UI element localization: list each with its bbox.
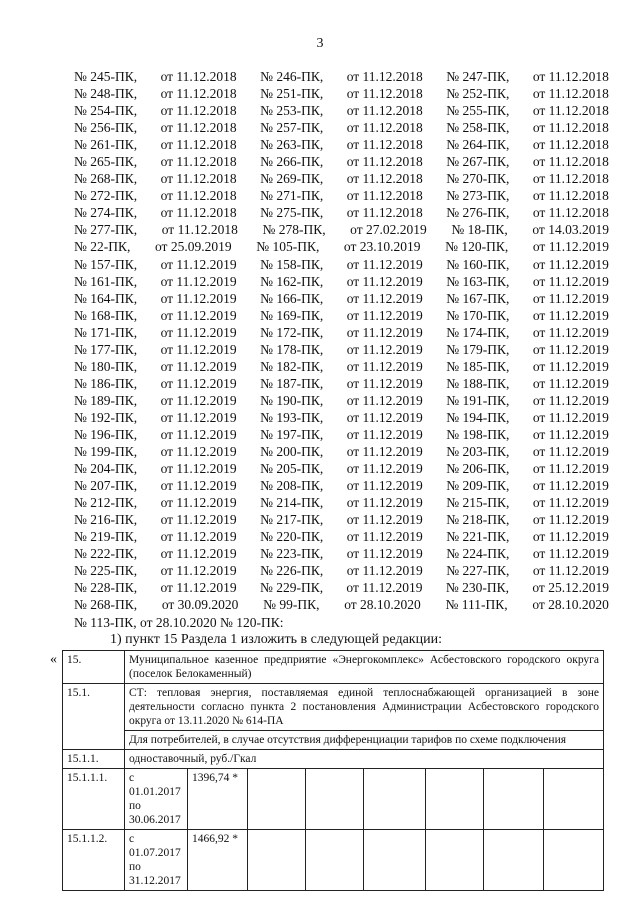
empty-cell xyxy=(426,769,484,830)
empty-cell xyxy=(484,830,544,891)
resolution-date: от 11.12.2018 xyxy=(346,120,423,136)
resolution-number: № 194-ПК, xyxy=(446,409,510,425)
resolution-date: от 11.12.2019 xyxy=(346,307,423,323)
resolution-date: от 11.12.2019 xyxy=(160,409,237,425)
resolution-row xyxy=(74,460,609,477)
resolution-row xyxy=(74,341,609,358)
resolution-number: № 274-ПК, xyxy=(74,205,138,221)
resolution-number: № 257-ПК, xyxy=(260,120,324,136)
resolution-number: № 200-ПК, xyxy=(260,444,324,460)
resolution-number: № 208-ПК, xyxy=(260,478,324,494)
resolution-date: от 11.12.2018 xyxy=(532,171,609,187)
resolution-date: от 11.12.2019 xyxy=(346,426,423,442)
resolution-number: № 255-ПК, xyxy=(446,103,510,119)
resolution-number: № 167-ПК, xyxy=(446,290,510,306)
resolution-date: от 11.12.2019 xyxy=(160,290,237,306)
resolution-number: № 271-ПК, xyxy=(260,188,324,204)
row-number: 15.1.1.1. xyxy=(63,769,125,830)
resolution-number: № 209-ПК, xyxy=(446,478,510,494)
amendment-item-intro: 1) пункт 15 Раздела 1 изложить в следующей редакции: xyxy=(110,632,442,647)
resolution-date: от 11.12.2019 xyxy=(346,444,423,460)
resolution-row xyxy=(74,170,609,187)
tariff-row-15 xyxy=(63,651,604,684)
resolution-date: от 11.12.2019 xyxy=(346,324,423,340)
resolution-number: № 166-ПК, xyxy=(260,290,324,306)
period-cell: с 01.01.2017 по 30.06.2017 xyxy=(125,769,188,830)
resolution-row xyxy=(74,119,609,136)
resolution-number: № 192-ПК, xyxy=(74,409,138,425)
resolution-number: № 182-ПК, xyxy=(260,358,324,374)
resolution-number: № 197-ПК, xyxy=(260,426,324,442)
resolution-date: от 11.12.2019 xyxy=(532,375,609,391)
empty-cell xyxy=(426,830,484,891)
resolution-date: от 11.12.2018 xyxy=(532,120,609,136)
resolution-number: № 18-ПК, xyxy=(451,222,508,238)
resolution-number: № 170-ПК, xyxy=(446,307,510,323)
resolution-date: от 11.12.2019 xyxy=(346,256,423,272)
resolution-date: от 11.12.2018 xyxy=(160,205,237,221)
resolution-number: № 205-ПК, xyxy=(260,461,324,477)
resolution-number: № 267-ПК, xyxy=(446,154,510,170)
resolution-date: от 11.12.2019 xyxy=(160,307,237,323)
resolution-number: № 212-ПК, xyxy=(74,495,138,511)
resolution-number: № 225-ПК, xyxy=(74,563,138,579)
resolution-row xyxy=(74,477,609,494)
resolution-number: № 161-ПК, xyxy=(74,273,138,289)
value-cell: 1396,74 * xyxy=(188,769,248,830)
resolution-row xyxy=(74,358,609,375)
resolution-number: № 220-ПК, xyxy=(260,529,324,545)
resolution-row xyxy=(74,375,609,392)
resolution-number: № 273-ПК, xyxy=(446,188,510,204)
resolution-date: от 11.12.2019 xyxy=(160,580,237,596)
resolution-number: № 251-ПК, xyxy=(260,86,324,102)
resolution-number: № 160-ПК, xyxy=(446,256,510,272)
resolution-number: № 204-ПК, xyxy=(74,461,138,477)
empty-cell xyxy=(306,769,364,830)
resolution-row xyxy=(74,562,609,579)
resolution-number: № 215-ПК, xyxy=(446,495,510,511)
resolution-date: от 11.12.2019 xyxy=(160,546,237,562)
resolution-date: от 11.12.2018 xyxy=(532,86,609,102)
resolution-number: № 185-ПК, xyxy=(446,358,510,374)
resolution-number: № 190-ПК, xyxy=(260,392,324,408)
resolution-date: от 11.12.2019 xyxy=(532,478,609,494)
resolution-number: № 22-ПК, xyxy=(74,239,131,255)
resolution-number: № 191-ПК, xyxy=(446,392,510,408)
resolution-row xyxy=(74,68,609,85)
resolution-number: № 177-ПК, xyxy=(74,341,138,357)
resolution-date: от 11.12.2019 xyxy=(160,341,237,357)
resolution-number: № 218-ПК, xyxy=(446,512,510,528)
tariff-table xyxy=(62,650,604,891)
resolution-date: от 11.12.2019 xyxy=(160,444,237,460)
resolution-number: № 228-ПК, xyxy=(74,580,138,596)
resolution-date: от 27.02.2019 xyxy=(350,222,427,238)
resolution-number: № 120-ПК, xyxy=(445,239,509,255)
resolution-date: от 11.12.2019 xyxy=(160,478,237,494)
row-text: СТ: тепловая энергия, поставляемая единой теплоснабжающей организацией в зоне деятельности согласно пункта 2 постановления Администрации Асбестовского городского округа от 13.11.2020 № 614-ПА xyxy=(125,684,604,731)
resolution-date: от 11.12.2019 xyxy=(532,273,609,289)
resolution-number: № 180-ПК, xyxy=(74,358,138,374)
resolution-number: № 105-ПК, xyxy=(256,239,320,255)
resolution-row xyxy=(74,579,609,596)
period-cell: с 01.07.2017 по 31.12.2017 xyxy=(125,830,188,891)
resolution-date: от 11.12.2018 xyxy=(160,188,237,204)
resolution-date: от 25.12.2019 xyxy=(532,580,609,596)
resolution-date: от 11.12.2019 xyxy=(532,392,609,408)
resolution-date: от 11.12.2019 xyxy=(532,461,609,477)
resolution-date: от 11.12.2019 xyxy=(532,239,609,255)
resolution-date: от 11.12.2018 xyxy=(532,154,609,170)
resolution-date: от 11.12.2019 xyxy=(532,495,609,511)
resolution-date: от 11.12.2019 xyxy=(160,426,237,442)
resolution-number: № 265-ПК, xyxy=(74,154,138,170)
resolution-number: № 216-ПК, xyxy=(74,512,138,528)
resolution-date: от 11.12.2018 xyxy=(161,222,238,238)
resolution-date: от 11.12.2019 xyxy=(160,461,237,477)
resolution-number: № 174-ПК, xyxy=(446,324,510,340)
resolution-date: от 11.12.2019 xyxy=(160,358,237,374)
resolution-date: от 11.12.2018 xyxy=(346,154,423,170)
resolution-number: № 252-ПК, xyxy=(446,86,510,102)
resolution-number: № 206-ПК, xyxy=(446,461,510,477)
resolution-date: от 11.12.2019 xyxy=(346,358,423,374)
empty-cell xyxy=(248,769,306,830)
resolution-number: № 198-ПК, xyxy=(446,426,510,442)
resolution-number: № 258-ПК, xyxy=(446,120,510,136)
resolution-date: от 11.12.2019 xyxy=(160,375,237,391)
resolution-row xyxy=(74,102,609,119)
resolution-date: от 11.12.2019 xyxy=(160,529,237,545)
resolution-row xyxy=(74,85,609,102)
resolution-date: от 11.12.2018 xyxy=(160,137,237,153)
resolution-number: № 164-ПК, xyxy=(74,290,138,306)
resolution-date: от 11.12.2019 xyxy=(346,529,423,545)
resolution-number: № 162-ПК, xyxy=(260,273,324,289)
resolution-number: № 199-ПК, xyxy=(74,444,138,460)
resolution-number: № 99-ПК, xyxy=(263,597,320,613)
resolution-number: № 245-ПК, xyxy=(74,69,138,84)
resolution-row xyxy=(74,392,609,409)
resolution-number: № 111-ПК, xyxy=(445,597,508,613)
resolution-date: от 11.12.2018 xyxy=(160,120,237,136)
resolution-date: от 11.12.2019 xyxy=(532,563,609,579)
row-number: 15.1.1.2. xyxy=(63,830,125,891)
resolution-number: № 256-ПК, xyxy=(74,120,138,136)
resolution-date: от 11.12.2019 xyxy=(346,375,423,391)
resolution-row xyxy=(74,324,609,341)
resolution-date: от 11.12.2019 xyxy=(532,546,609,562)
resolution-row xyxy=(74,238,609,255)
resolution-number: № 172-ПК, xyxy=(260,324,324,340)
row-text: одноставочный, руб./Гкал xyxy=(125,750,604,769)
tariff-row-15-1-1 xyxy=(63,750,604,769)
resolution-row xyxy=(74,596,609,613)
resolution-date: от 11.12.2018 xyxy=(346,69,423,84)
resolution-date: от 11.12.2019 xyxy=(532,290,609,306)
resolution-number: № 189-ПК, xyxy=(74,392,138,408)
resolution-number: № 247-ПК, xyxy=(446,69,510,84)
tariff-row-15-1-1-2 xyxy=(63,830,604,891)
resolution-number: № 171-ПК, xyxy=(74,324,138,340)
resolution-number: № 224-ПК, xyxy=(446,546,510,562)
resolution-number: № 179-ПК, xyxy=(446,341,510,357)
tariff-row-15-1-consumers xyxy=(63,731,604,750)
resolution-number: № 226-ПК, xyxy=(260,563,324,579)
resolution-number: № 188-ПК, xyxy=(446,375,510,391)
resolution-number: № 268-ПК, xyxy=(74,597,138,613)
resolution-row xyxy=(74,443,609,460)
resolution-list-tail: № 113-ПК, от 28.10.2020 № 120-ПК: xyxy=(74,614,284,630)
resolution-number: № 248-ПК, xyxy=(74,86,138,102)
resolution-date: от 11.12.2019 xyxy=(160,324,237,340)
resolution-number: № 261-ПК, xyxy=(74,137,138,153)
resolution-number: № 277-ПК, xyxy=(74,222,138,238)
resolution-number: № 193-ПК, xyxy=(260,409,324,425)
resolution-date: от 11.12.2018 xyxy=(532,205,609,221)
resolution-date: от 11.12.2019 xyxy=(160,563,237,579)
empty-cell xyxy=(484,769,544,830)
resolution-number: № 275-ПК, xyxy=(260,205,324,221)
empty-cell xyxy=(306,830,364,891)
resolution-date: от 11.12.2019 xyxy=(346,341,423,357)
resolution-number: № 266-ПК, xyxy=(260,154,324,170)
resolution-date: от 14.03.2019 xyxy=(532,222,609,238)
resolution-number: № 272-ПК, xyxy=(74,188,138,204)
resolution-row xyxy=(74,153,609,170)
resolution-row xyxy=(74,426,609,443)
value-cell: 1466,92 * xyxy=(188,830,248,891)
resolution-date: от 11.12.2019 xyxy=(532,426,609,442)
row-number: 15. xyxy=(63,651,125,684)
resolution-number: № 168-ПК, xyxy=(74,307,138,323)
resolution-date: от 11.12.2018 xyxy=(160,154,237,170)
resolution-date: от 11.12.2018 xyxy=(160,69,237,84)
tariff-row-15-1-1-1 xyxy=(63,769,604,830)
resolution-number: № 187-ПК, xyxy=(260,375,324,391)
row-number: 15.1.1. xyxy=(63,750,125,769)
resolution-row xyxy=(74,204,609,221)
resolution-number: № 217-ПК, xyxy=(260,512,324,528)
resolution-date: от 11.12.2018 xyxy=(532,69,609,84)
resolution-number: № 223-ПК, xyxy=(260,546,324,562)
resolution-number: № 246-ПК, xyxy=(260,69,324,84)
resolution-date: от 11.12.2019 xyxy=(346,478,423,494)
resolution-number: № 230-ПК, xyxy=(445,580,510,596)
resolution-number: № 178-ПК, xyxy=(260,341,324,357)
resolution-date: от 23.10.2019 xyxy=(343,239,421,255)
resolution-date: от 11.12.2018 xyxy=(346,171,423,187)
resolution-number: № 278-ПК, xyxy=(262,222,326,238)
resolution-row xyxy=(74,273,609,290)
resolution-date: от 11.12.2019 xyxy=(532,256,609,272)
resolution-number: № 157-ПК, xyxy=(74,256,138,272)
resolution-date: от 11.12.2019 xyxy=(532,358,609,374)
empty-cell xyxy=(248,830,306,891)
resolution-row xyxy=(74,256,609,273)
resolution-date: от 11.12.2018 xyxy=(532,137,609,153)
resolution-number: № 219-ПК, xyxy=(74,529,138,545)
resolution-date: от 28.10.2020 xyxy=(344,597,421,613)
resolution-row xyxy=(74,187,609,204)
resolution-date: от 11.12.2018 xyxy=(160,86,237,102)
resolution-date: от 11.12.2019 xyxy=(346,563,423,579)
resolution-date: от 11.12.2018 xyxy=(346,86,423,102)
resolution-number: № 207-ПК, xyxy=(74,478,138,494)
resolution-row xyxy=(74,494,609,511)
resolution-date: от 11.12.2019 xyxy=(532,529,609,545)
resolution-date: от 11.12.2019 xyxy=(346,512,423,528)
empty-cell xyxy=(544,769,604,830)
resolution-date: от 25.09.2019 xyxy=(154,239,232,255)
resolution-date: от 11.12.2019 xyxy=(346,580,423,596)
resolution-date: от 11.12.2018 xyxy=(346,137,423,153)
resolution-date: от 11.12.2019 xyxy=(160,495,237,511)
resolution-date: от 30.09.2020 xyxy=(161,597,239,613)
resolution-date: от 11.12.2019 xyxy=(346,273,423,289)
resolution-number: № 163-ПК, xyxy=(446,273,510,289)
resolution-date: от 11.12.2019 xyxy=(346,495,423,511)
open-quote: « xyxy=(50,652,57,667)
resolution-number: № 186-ПК, xyxy=(74,375,138,391)
resolution-number: № 221-ПК, xyxy=(446,529,510,545)
resolution-list xyxy=(74,68,609,631)
resolution-date: от 11.12.2018 xyxy=(160,103,237,119)
resolution-date: от 11.12.2019 xyxy=(346,409,423,425)
resolution-date: от 28.10.2020 xyxy=(532,597,609,613)
resolution-number: № 214-ПК, xyxy=(260,495,324,511)
empty-cell xyxy=(364,830,426,891)
resolution-row xyxy=(74,290,609,307)
resolution-date: от 11.12.2019 xyxy=(532,324,609,340)
resolution-date: от 11.12.2018 xyxy=(160,171,237,187)
row-text: Муниципальное казенное предприятие «Энергокомплекс» Асбестовского городского округа (поселок Белокаменный) xyxy=(125,651,604,684)
tariff-row-15-1 xyxy=(63,684,604,731)
resolution-date: от 11.12.2019 xyxy=(160,256,237,272)
resolution-date: от 11.12.2019 xyxy=(160,512,237,528)
resolution-date: от 11.12.2019 xyxy=(160,273,237,289)
resolution-row xyxy=(74,307,609,324)
resolution-date: от 11.12.2019 xyxy=(346,290,423,306)
resolution-date: от 11.12.2018 xyxy=(346,188,423,204)
resolution-number: № 264-ПК, xyxy=(446,137,510,153)
resolution-number: № 269-ПК, xyxy=(260,171,324,187)
resolution-date: от 11.12.2019 xyxy=(532,307,609,323)
resolution-number: № 268-ПК, xyxy=(74,171,138,187)
empty-cell xyxy=(364,769,426,830)
resolution-number: № 270-ПК, xyxy=(446,171,510,187)
row-text: Для потребителей, в случае отсутствия дифференциации тарифов по схеме подключения xyxy=(125,731,604,750)
resolution-number: № 222-ПК, xyxy=(74,546,138,562)
resolution-date: от 11.12.2019 xyxy=(346,392,423,408)
resolution-date: от 11.12.2018 xyxy=(532,188,609,204)
resolution-date: от 11.12.2019 xyxy=(532,341,609,357)
resolution-number: № 158-ПК, xyxy=(260,256,324,272)
resolution-date: от 11.12.2019 xyxy=(532,444,609,460)
resolution-row xyxy=(74,409,609,426)
resolution-number: № 263-ПК, xyxy=(260,137,324,153)
resolution-number: № 253-ПК, xyxy=(260,103,324,119)
resolution-number: № 229-ПК, xyxy=(259,580,324,596)
resolution-number: № 203-ПК, xyxy=(446,444,510,460)
resolution-date: от 11.12.2019 xyxy=(160,392,237,408)
resolution-date: от 11.12.2018 xyxy=(346,205,423,221)
empty-cell xyxy=(544,830,604,891)
row-number: 15.1. xyxy=(63,684,125,750)
resolution-number: № 169-ПК, xyxy=(260,307,324,323)
resolution-row xyxy=(74,545,609,562)
resolution-date: от 11.12.2018 xyxy=(532,103,609,119)
resolution-number: № 254-ПК, xyxy=(74,103,138,119)
resolution-date: от 11.12.2019 xyxy=(346,461,423,477)
resolution-date: от 11.12.2019 xyxy=(346,546,423,562)
resolution-number: № 276-ПК, xyxy=(446,205,510,221)
resolution-row xyxy=(74,221,609,238)
resolution-number: № 227-ПК, xyxy=(446,563,510,579)
resolution-date: от 11.12.2018 xyxy=(346,103,423,119)
resolution-number: № 196-ПК, xyxy=(74,426,138,442)
resolution-date: от 11.12.2019 xyxy=(532,409,609,425)
resolution-date: от 11.12.2019 xyxy=(532,512,609,528)
resolution-row xyxy=(74,136,609,153)
resolution-row xyxy=(74,511,609,528)
page-number: 3 xyxy=(316,36,324,51)
resolution-row xyxy=(74,528,609,545)
